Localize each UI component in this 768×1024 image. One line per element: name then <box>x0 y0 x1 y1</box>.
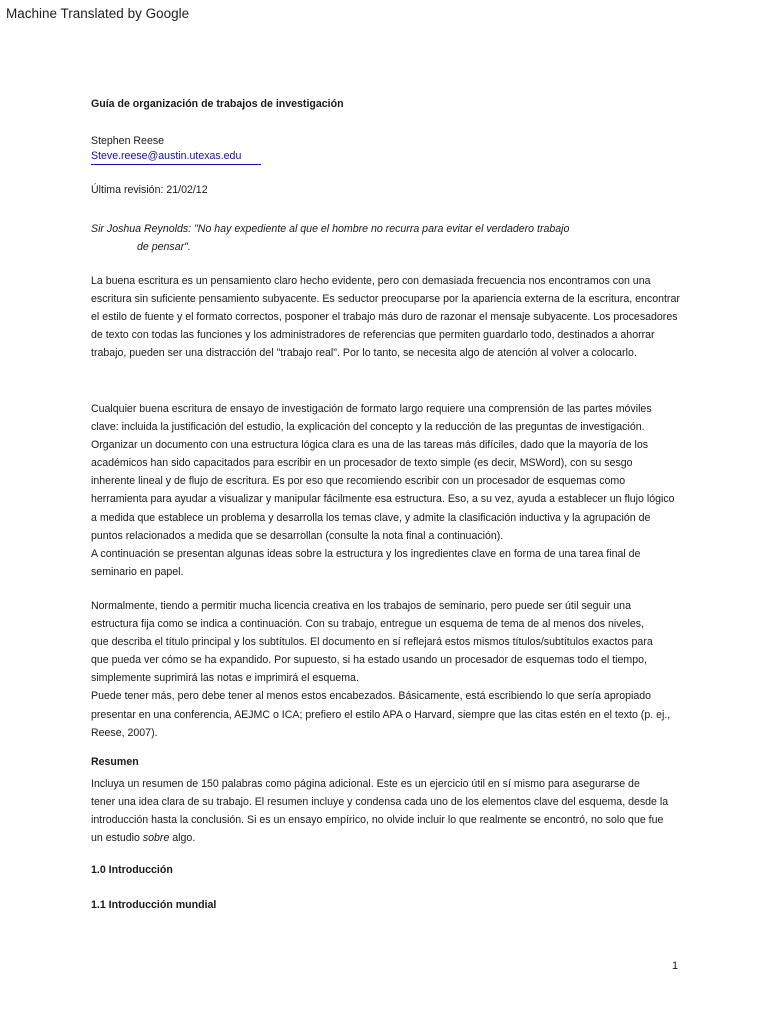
epigraph-quote-line-1: Sir Joshua Reynolds: "No hay expediente al que el hombre no recurra para evitar el verdadero trabajo <box>91 223 570 235</box>
italic-word: sobre <box>142 832 170 845</box>
text-line: La buena escritura es un pensamiento claro hecho evidente, pero con demasiada frecuencia nos encontramos con una <box>91 275 651 287</box>
text-line: Incluya un resumen de 150 palabras como página adicional. Este es un ejercicio útil en sí mismo para asegurarse de <box>91 778 640 790</box>
text-line: Organizar un documento con una estructura lógica clara es una de las tareas más difíciles, dado que la mayoría de los <box>91 439 649 452</box>
text-line: seminario en papel. <box>91 565 184 578</box>
section-heading-resumen: Resumen <box>91 756 139 768</box>
text-line: Reese, 2007). <box>91 726 158 739</box>
document-title: Guía de organización de trabajos de investigación <box>91 98 344 110</box>
text-line: herramienta para ayudar a visualizar y manipular fácilmente esa estructura. Eso, a su vez, ayuda a establecer un flujo lógico <box>91 493 675 506</box>
text-line: escritura sin suficiente pensamiento subyacente. Es seductor preocuparse por la apariencia externa de la escritura, encontrar <box>91 293 680 306</box>
text-line: Puede tener más, pero debe tener al menos estos encabezados. Básicamente, está escribiendo lo que sería apropiado <box>91 690 652 703</box>
text-line: estructura fija como se indica a continuación. Con su trabajo, entregue un esquema de tema de al menos dos niveles, <box>91 618 644 631</box>
paragraph-seminar <box>91 597 681 742</box>
paragraph-resumen <box>91 775 681 847</box>
text-line: Cualquier buena escritura de ensayo de investigación de formato largo requiere una comprensión de las partes móviles <box>91 403 652 415</box>
text-line: tener una idea clara de su trabajo. El resumen incluye y condensa cada uno de los elementos clave del esquema, desde la <box>91 796 669 809</box>
text-line: que pueda ver cómo se ha expandido. Por supuesto, si ha estado usando un procesador de esquemas todo el tiempo, <box>91 654 647 667</box>
text-line <box>91 829 681 847</box>
text-line: puntos relacionados a medida que se desarrollan (consulte la nota final a continuación). <box>91 529 504 542</box>
epigraph-quote-line-2: de pensar". <box>137 241 191 253</box>
section-heading-introduccion-mundial: 1.1 Introducción mundial <box>91 899 217 911</box>
text-line: introducción hasta la conclusión. Si es un ensayo empírico, no olvide incluir lo que realmente se encontró, no solo que fue <box>91 814 664 827</box>
text-line: clave: incluida la justificación del estudio, la explicación del concepto y la reducción de las preguntas de investigación. <box>91 421 645 434</box>
page-number: 1 <box>672 960 679 972</box>
paragraph-intro <box>91 272 681 362</box>
text-line: a medida que establece un problema y desarrolla los temas clave, y admite la clasificación inductiva y la agrupación de <box>91 511 651 524</box>
text-line: presentar en una conferencia, AEJMC o ICA; prefiero el estilo APA o Harvard, siempre que las citas estén en el texto (p. ej., <box>91 708 671 721</box>
text-line: de texto con todas las funciones y los administradores de referencias que permiten guardarlo todo, destinados a ahorrar <box>91 329 655 342</box>
text-line: que describa el título principal y los subtítulos. El documento en sí reflejará estos mismos títulos/subtítulos exactos para <box>91 636 653 649</box>
translation-banner: Machine Translated by Google <box>6 6 190 21</box>
text-line: académicos han sido capacitados para escribir en un procesador de texto simple (es decir, MSWord), con su sesgo <box>91 457 633 470</box>
text-line: el estilo de fuente y el formato correctos, posponer el trabajo más duro de razonar el mensaje subyacente. Los procesadores <box>91 311 678 324</box>
text-line: trabajo, pueden ser una distracción del "trabajo real". Por lo tanto, se necesita algo de atención al volver a colocarlo. <box>91 347 637 360</box>
author-name: Stephen Reese <box>91 135 165 147</box>
paragraph-structure <box>91 400 681 581</box>
text-span: algo. <box>169 832 196 845</box>
text-line: inherente lineal y de flujo de escritura. Es por eso que recomiendo escribir con un procesador de esquemas como <box>91 475 626 488</box>
text-span: un estudio <box>91 832 143 845</box>
text-line: A continuación se presentan algunas ideas sobre la estructura y los ingredientes clave en forma de una tarea final de <box>91 547 641 560</box>
revision-date: Última revisión: 21/02/12 <box>91 184 208 196</box>
author-email-link[interactable]: Steve.reese@austin.utexas.edu <box>91 150 261 165</box>
text-line: Normalmente, tiendo a permitir mucha licencia creativa en los trabajos de seminario, pero puede ser útil seguir una <box>91 600 631 612</box>
text-line: simplemente suprimirá las notas e imprimirá el esquema. <box>91 672 359 685</box>
section-heading-introduccion: 1.0 Introducción <box>91 864 173 876</box>
